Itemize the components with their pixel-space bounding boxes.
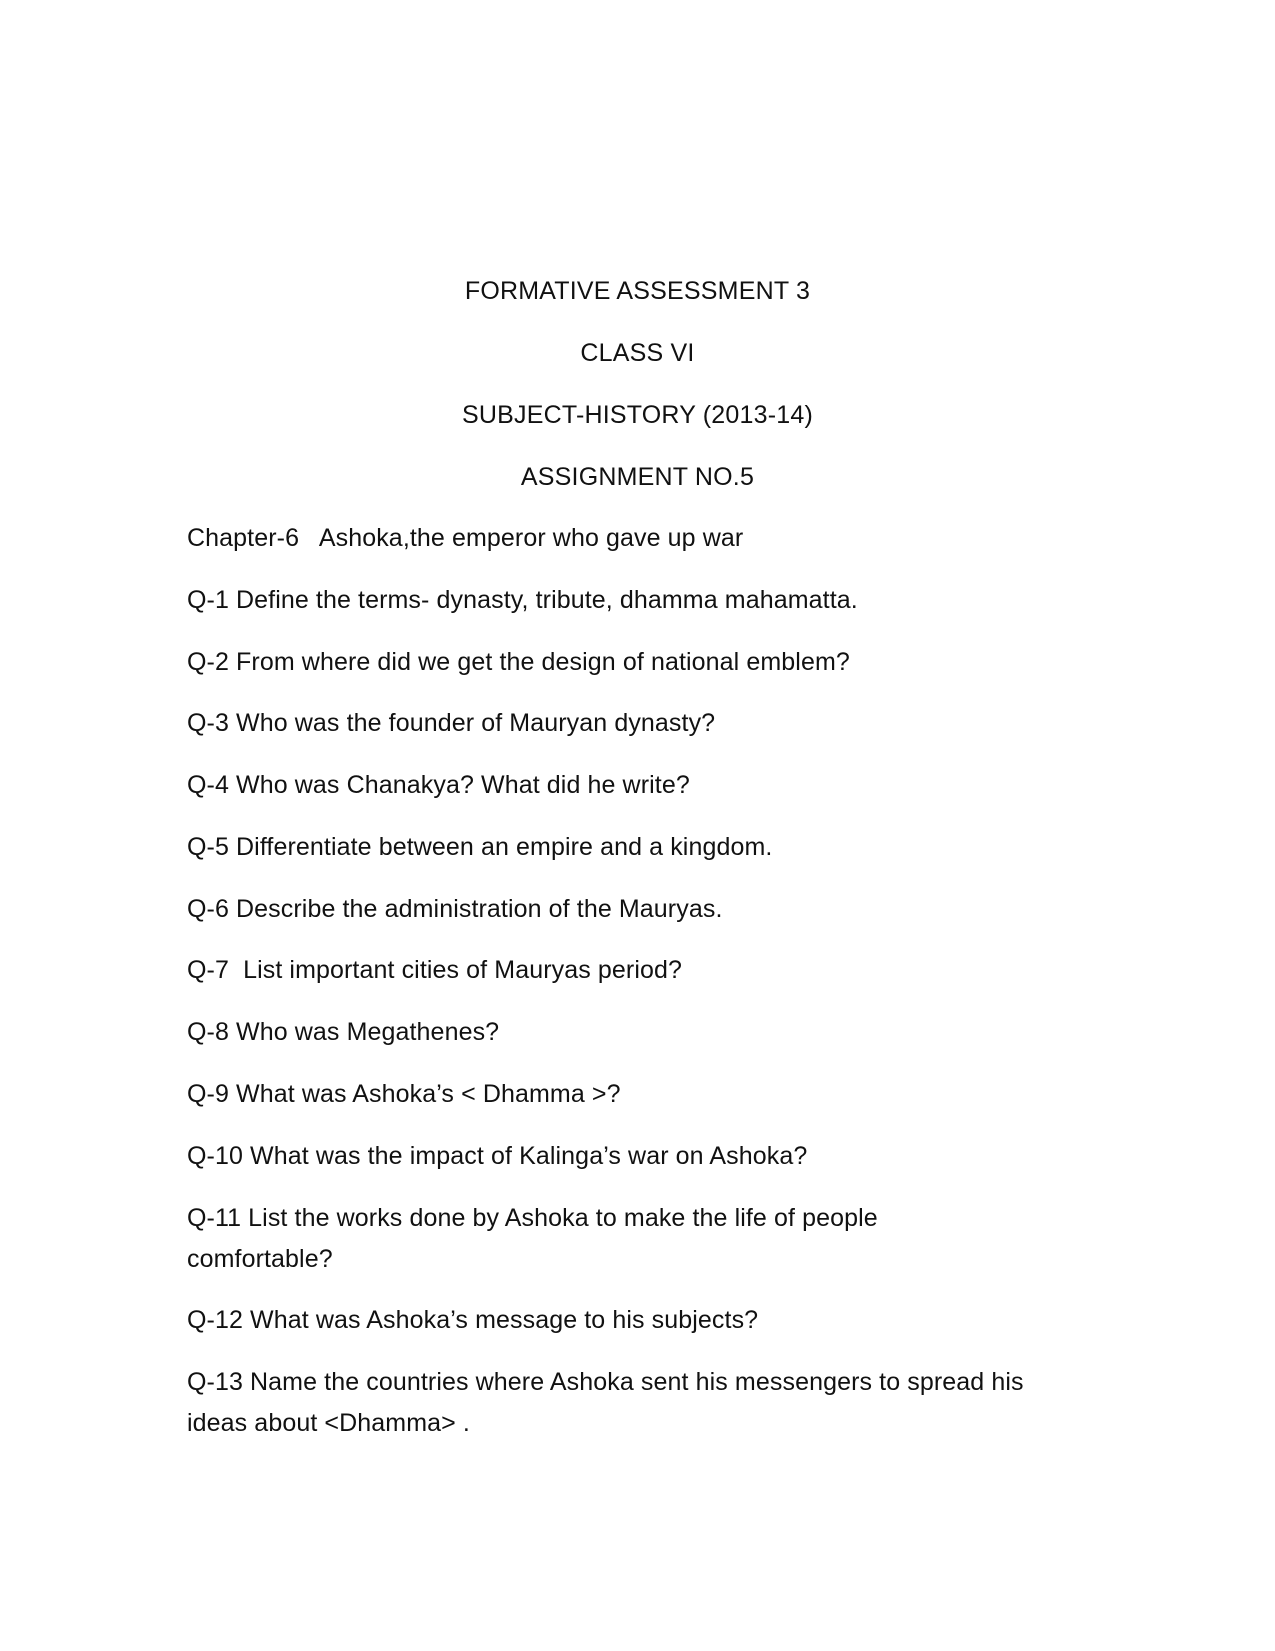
question-8: Q-8 Who was Megathenes? [187,1018,500,1046]
question-9: Q-9 What was Ashoka’s < Dhamma >? [187,1080,621,1108]
question-1: Q-1 Define the terms- dynasty, tribute, dhamma mahamatta. [187,586,858,614]
question-5: Q-5 Differentiate between an empire and a kingdom. [187,833,773,861]
question-3: Q-3 Who was the founder of Mauryan dynasty? [187,709,716,737]
question-10: Q-10 What was the impact of Kalinga’s war on Ashoka? [187,1142,808,1170]
assignment-title: ASSIGNMENT NO.5 [520,463,755,491]
question-11: Q-11 List the works done by Ashoka to make the life of people comfortable? [187,1204,885,1273]
question-2: Q-2 From where did we get the design of national emblem? [187,648,850,676]
chapter-line: Chapter-6 Ashoka,the emperor who gave up war [187,524,744,552]
question-12: Q-12 What was Ashoka’s message to his subjects? [187,1306,759,1334]
question-4: Q-4 Who was Chanakya? What did he write? [187,771,690,799]
question-7: Q-7 List important cities of Mauryas period? [187,956,682,984]
question-13: Q-13 Name the countries where Ashoka sent his messengers to spread his ideas about <Dhamma> . [187,1368,1031,1437]
subject-title: SUBJECT-HISTORY (2013-14) [462,401,813,429]
assessment-title: FORMATIVE ASSESSMENT 3 [464,277,811,305]
class-title: CLASS VI [580,339,695,367]
question-6: Q-6 Describe the administration of the Mauryas. [187,895,723,923]
